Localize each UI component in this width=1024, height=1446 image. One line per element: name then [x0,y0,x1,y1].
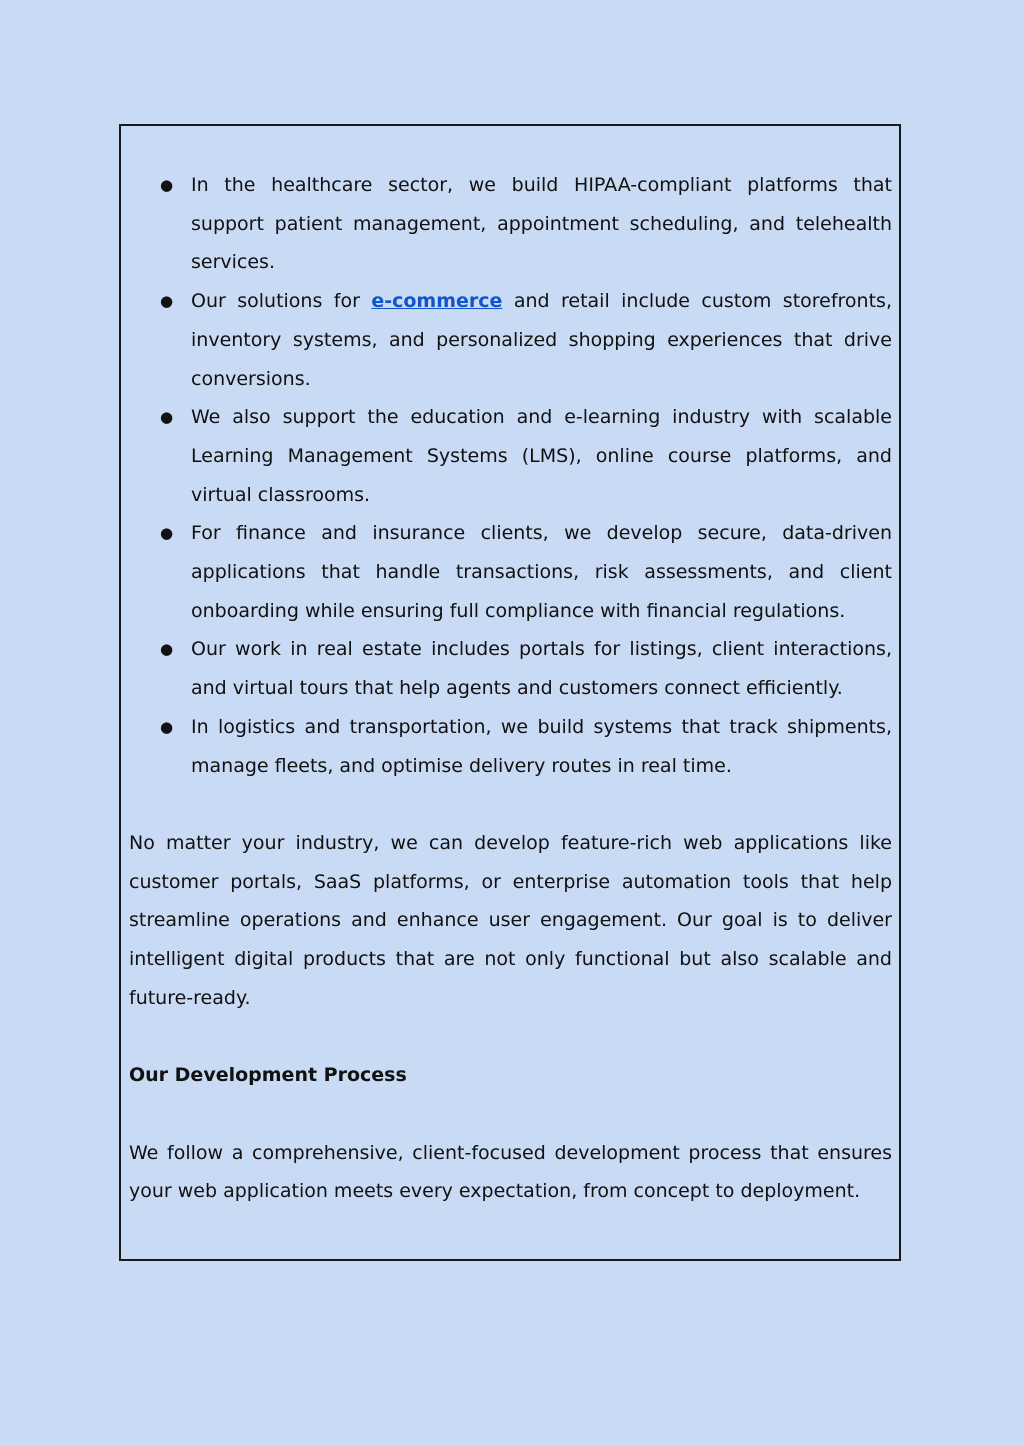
section-heading: Our Development Process [129,1064,407,1087]
list-item-text-after: and retail include custom storefronts, inventory systems, and personalized shopping experiences that drive conversions. [191,290,892,390]
list-item-text: In the healthcare sector, we build HIPAA-compliant platforms that support patient management, appointment scheduling, and telehealth services. [191,174,892,274]
bullet-icon: ● [160,292,174,311]
bullet-icon: ● [160,524,174,543]
list-item [129,630,892,707]
bullet-icon: ● [160,640,174,659]
list-item [129,166,892,282]
spacer [129,1017,892,1056]
list-item-text: For finance and insurance clients, we develop secure, data-driven applications that handle transactions, risk assessments, and client onboarding while ensuring full compliance with financial regulations. [191,522,892,622]
list-item-text-before: Our solutions for [191,290,372,313]
industry-paragraph: No matter your industry, we can develop feature-rich web applications like customer portals, SaaS platforms, or enterprise automation tools that help streamline operations and enhance user engagement. Our goal is to deliver intelligent digital products that are not only functional but also scalable and future-ready. [129,831,892,1009]
industry-list [129,166,892,785]
list-item [129,282,892,398]
list-item-text: Our work in real estate includes portals for listings, client interactions, and virtual tours that help agents and customers connect efficiently. [191,638,892,700]
list-item [129,514,892,630]
list-item [129,398,892,514]
document-body [129,166,892,1211]
spacer [129,785,892,824]
bullet-icon: ● [160,717,174,736]
list-item-text: We also support the education and e-learning industry with scalable Learning Management Systems (LMS), online course platforms, and virtual classrooms. [191,406,892,506]
bullet-icon: ● [160,176,174,194]
ecommerce-link[interactable]: e-commerce [371,290,503,313]
list-item-text: In logistics and transportation, we build systems that track shipments, manage fleets, and optimise delivery routes in real time. [191,715,892,777]
process-paragraph: We follow a comprehensive, client-focused development process that ensures your web application meets every expectation, from concept to deployment. [129,1141,892,1203]
bullet-icon: ● [160,408,174,427]
list-item [129,708,892,785]
spacer [129,1095,892,1134]
